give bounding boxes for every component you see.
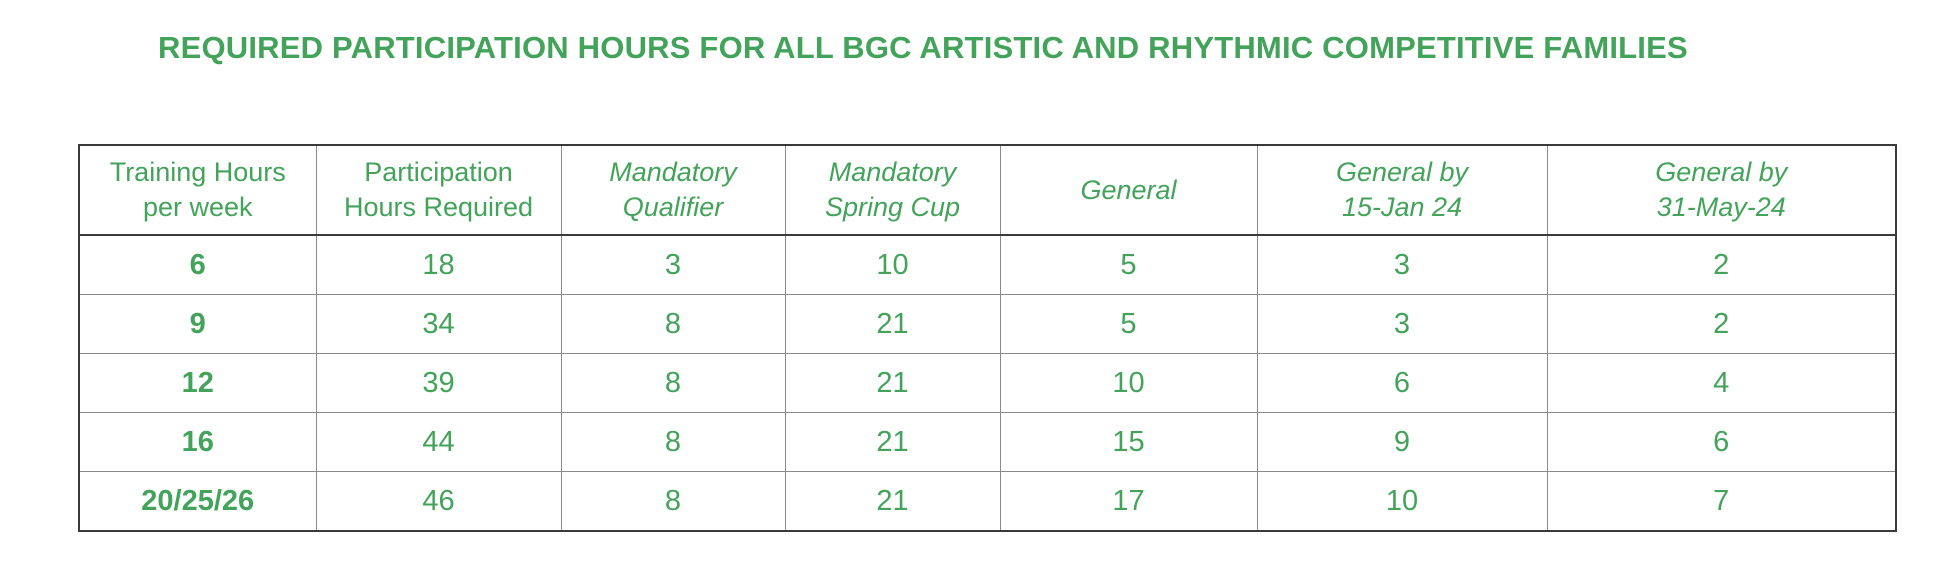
column-header-line2: 31-May-24 — [1656, 192, 1786, 222]
cell-general-by-15-jan: 3 — [1257, 235, 1547, 295]
column-header-mandatory-spring-cup — [785, 145, 1000, 235]
hours-table-container — [78, 144, 1895, 532]
cell-mandatory-qualifier: 8 — [561, 354, 785, 413]
cell-general-by-15-jan: 6 — [1257, 354, 1547, 413]
cell-mandatory-qualifier: 8 — [561, 413, 785, 472]
table-row — [79, 295, 1896, 354]
column-header-general — [1000, 145, 1257, 235]
cell-mandatory-spring-cup: 21 — [785, 295, 1000, 354]
cell-mandatory-spring-cup: 21 — [785, 354, 1000, 413]
cell-mandatory-spring-cup: 10 — [785, 235, 1000, 295]
cell-general: 17 — [1000, 472, 1257, 532]
column-header-general-by-31-may — [1547, 145, 1896, 235]
cell-general-by-31-may: 4 — [1547, 354, 1896, 413]
cell-mandatory-spring-cup: 21 — [785, 413, 1000, 472]
cell-general-by-31-may: 2 — [1547, 295, 1896, 354]
cell-general: 5 — [1000, 235, 1257, 295]
column-header-line1: General — [1080, 174, 1177, 205]
cell-general-by-31-may: 2 — [1547, 235, 1896, 295]
table-header — [79, 145, 1896, 235]
table-body — [79, 235, 1896, 531]
column-header-line1: Participation — [364, 157, 513, 188]
table-header-row — [79, 145, 1896, 235]
cell-mandatory-qualifier: 3 — [561, 235, 785, 295]
column-header-line1: Mandatory — [609, 157, 737, 188]
cell-participation-hours: 39 — [316, 354, 561, 413]
cell-training-hours: 16 — [79, 413, 316, 472]
cell-training-hours: 12 — [79, 354, 316, 413]
cell-training-hours: 6 — [79, 235, 316, 295]
cell-participation-hours: 34 — [316, 295, 561, 354]
cell-mandatory-spring-cup: 21 — [785, 472, 1000, 532]
cell-general: 10 — [1000, 354, 1257, 413]
cell-general-by-15-jan: 9 — [1257, 413, 1547, 472]
cell-general: 15 — [1000, 413, 1257, 472]
column-header-line2: Hours Required — [343, 192, 534, 222]
cell-general-by-31-may: 7 — [1547, 472, 1896, 532]
column-header-participation-hours — [316, 145, 561, 235]
column-header-training-hours — [79, 145, 316, 235]
required-hours-table — [78, 144, 1897, 532]
cell-general-by-15-jan: 3 — [1257, 295, 1547, 354]
cell-training-hours: 9 — [79, 295, 316, 354]
cell-general-by-15-jan: 10 — [1257, 472, 1547, 532]
cell-general-by-31-may: 6 — [1547, 413, 1896, 472]
column-header-line2: Qualifier — [622, 192, 724, 222]
column-header-line2: 15-Jan 24 — [1341, 192, 1463, 222]
cell-training-hours: 20/25/26 — [79, 472, 316, 532]
column-header-line1: Training Hours — [109, 157, 286, 188]
column-header-line1: Mandatory — [828, 157, 957, 188]
cell-general: 5 — [1000, 295, 1257, 354]
column-header-line2: Spring Cup — [824, 192, 961, 222]
column-header-line2: per week — [142, 192, 253, 222]
table-row — [79, 354, 1896, 413]
table-row — [79, 413, 1896, 472]
column-header-mandatory-qualifier — [561, 145, 785, 235]
page-title: REQUIRED PARTICIPATION HOURS FOR ALL BGC ARTISTIC AND RHYTHMIC COMPETITIVE FAMILIES — [158, 30, 1688, 65]
column-header-line1: General by — [1335, 157, 1469, 188]
cell-participation-hours: 46 — [316, 472, 561, 532]
cell-mandatory-qualifier: 8 — [561, 472, 785, 532]
table-row — [79, 235, 1896, 295]
table-row — [79, 472, 1896, 532]
column-header-line1: General by — [1655, 157, 1788, 188]
cell-mandatory-qualifier: 8 — [561, 295, 785, 354]
cell-participation-hours: 44 — [316, 413, 561, 472]
cell-participation-hours: 18 — [316, 235, 561, 295]
column-header-general-by-15-jan — [1257, 145, 1547, 235]
